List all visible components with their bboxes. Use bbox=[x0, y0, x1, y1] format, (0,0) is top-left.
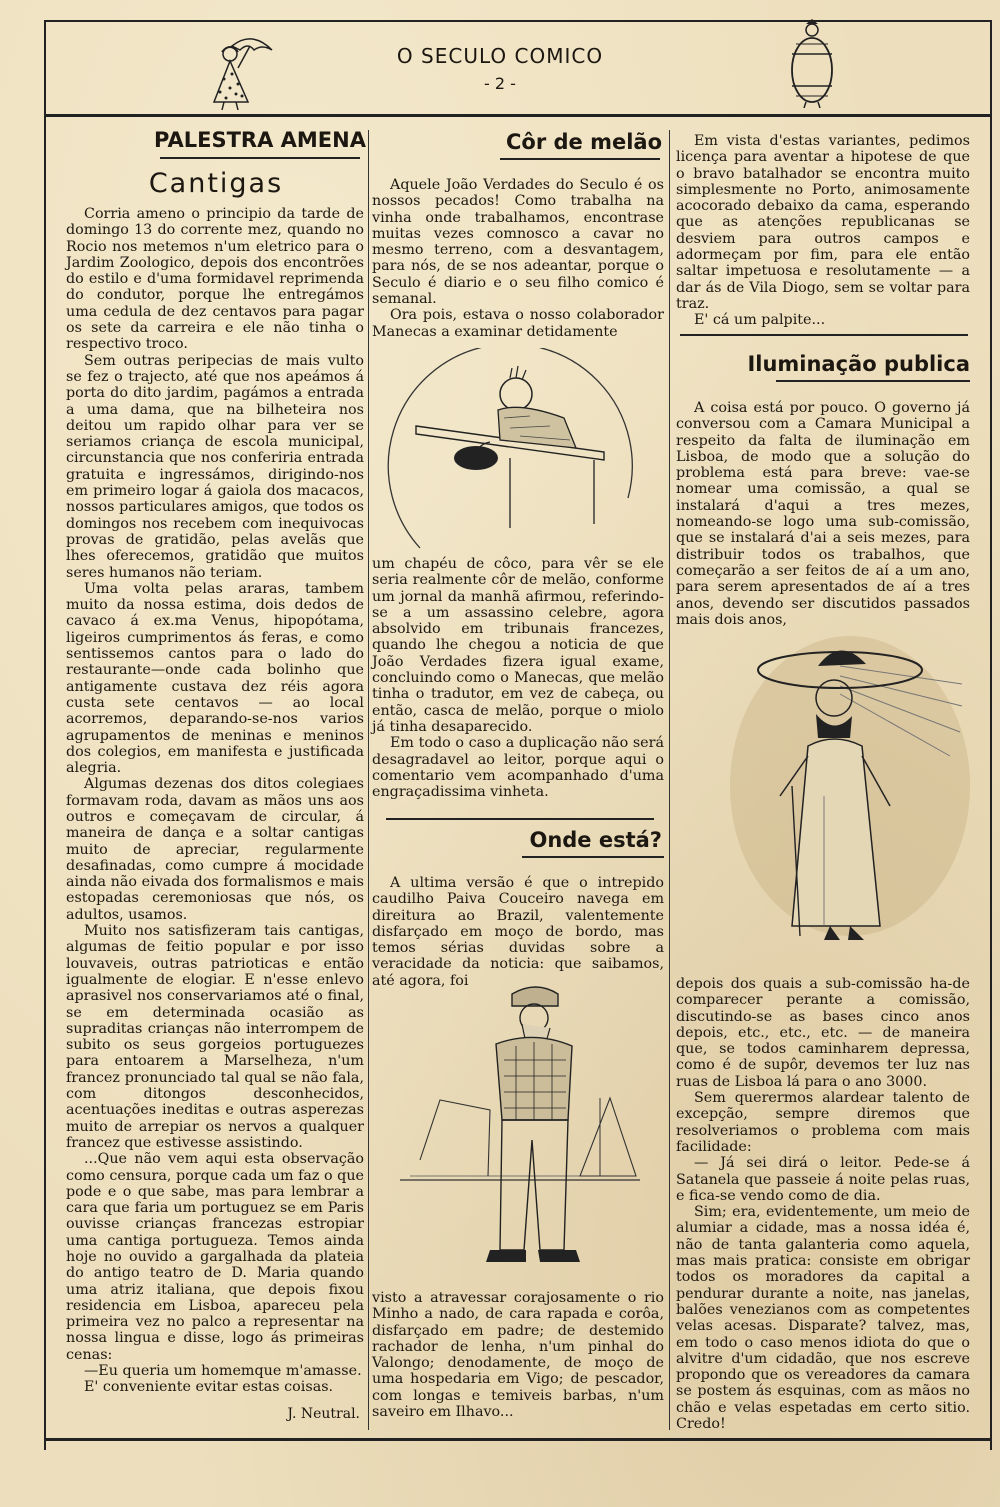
heading-iluminacao-publica: Iluminação publica bbox=[747, 352, 970, 376]
girl-with-umbrella-icon bbox=[192, 24, 278, 112]
fisherman-illustration bbox=[400, 980, 648, 1290]
heading-onde-esta: Onde está? bbox=[529, 828, 662, 852]
article-cor-de-melao-part1 bbox=[372, 177, 664, 340]
ornamental-divider bbox=[386, 818, 654, 820]
woman-with-lamp-illustration bbox=[700, 636, 970, 946]
heading-underline bbox=[522, 856, 664, 858]
article-iluminacao-part2 bbox=[676, 976, 970, 1432]
paragraph: —Eu queria um homemque m'amasse. bbox=[84, 1363, 362, 1380]
paragraph: Em todo o caso a duplicação não será desagradavel ao leitor, porque aqui o comentario vem acompanhado d'uma engraçadissima vinheta. bbox=[372, 735, 664, 801]
paragraph: A ultima versão é que o intrepido caudilho Paiva Couceiro navega em direitura ao Brazil, valentemente disfarçado em moço de bordo, mas temos sérias duvidas sobre a veracidade da noticia: que saibamos, até agora, foi bbox=[372, 875, 664, 989]
column-divider bbox=[368, 130, 369, 1430]
masthead-title: O SECULO COMICO bbox=[396, 44, 604, 68]
paragraph: E' cá um palpite... bbox=[694, 312, 826, 329]
paragraph: visto a atravessar corajosamente o rio Minho a nado, de cara rapada e corôa, disfarçado em padre; de destemido rachador de lenha, n'um pinhal do Valongo; denodamente, de moço de uma hospedaria em Vigo; de pescador, com longas e temiveis barbas, n'um saveiro em Ilhavo... bbox=[372, 1290, 664, 1421]
paragraph: Sem outras peripecias de mais vulto se fez o trajecto, até que nos apeámos á porta do dito jardim, pagámos a entrada a uma dama, que na bilheteira nos deitou um rapido olhar para ver se seriamos criança de escola municipal, circunstancia que nos conferiria entrada gratuita e ingressámos, dirigindo-nos em primeiro logar á gaiola dos macacos, nossos particulares amigos, que todos os domingos nos recebem com inequivocas provas de gratidão, pelas avelãs que lhes oferecemos, gratidão que muitos seres humanos não teriam. bbox=[66, 352, 364, 581]
heading-underline bbox=[776, 380, 970, 382]
paragraph: Sem querermos alardear talento de excepção, sempre diremos que resolveriamos o problema com mais facilidade: bbox=[676, 1090, 970, 1155]
paragraph: depois dos quais a sub-comissão ha-de comparecer perante a comissão, discutindo-se as bases cinco anos depois, etc., etc., etc. — de maneira que, se todos caminharem depressa, como é de supôr, devemos ter luz nas ruas de Lisboa lá para o ano 3000. bbox=[676, 976, 970, 1090]
man-examining-hat-illustration bbox=[380, 348, 662, 554]
article-iluminacao-part1 bbox=[676, 400, 970, 628]
paragraph: Muito nos satisfizeram tais cantigas, algumas de feitio popular e por isso louvaveis, outras patrioticas e então igualmente de elogiar. E n'esse enlevo aprasivel nos conservariamos até o final, se em determinada ocasião as supraditas crianças não interrompem de subito os seus gorgeios portuguezes para entoarem a Marselheza, n'um francez pronunciado tal qual se não fala, com ditongos desconhecidos, acentuações ineditas e outras asperezas muito de arrepiar os nervos a qualquer francez que estivesse assistindo. bbox=[66, 923, 364, 1151]
paragraph: E' conveniente evitar estas coisas. bbox=[84, 1379, 334, 1396]
heading-underline bbox=[500, 158, 660, 160]
heading-underline bbox=[160, 157, 360, 159]
article-cor-de-melao-part2 bbox=[372, 556, 664, 800]
paragraph: um chapéu de côco, para vêr se ele seria realmente côr de melão, conforme um jornal da manhã afirmou, referindo-se a um assassino celebre, agora absolvido em tribunais francezes, quando lhe chegou a noticia de que João Verdades fizera igual exame, concluindo como o Manecas, que melão tinha o tradutor, em vez de cabeça, ou então, casca de melão, porque o miolo já tinha desaparecido. bbox=[372, 556, 664, 735]
heading-cor-de-melao: Côr de melão bbox=[505, 130, 662, 154]
barrel-figure-icon bbox=[782, 18, 840, 110]
article-onde-esta-continued bbox=[676, 133, 970, 329]
article-onde-esta-part2 bbox=[372, 1290, 664, 1420]
signature: J. Neutral. bbox=[287, 1406, 360, 1422]
paragraph: Algumas dezenas dos ditos colegiaes formavam roda, davam as mãos uns aos outros e começavam de circular, á maneira de dança e a soltar cantigas muito de apreciar, regularmente desafinadas, como cumpre á mocidade ainda não eivada dos formalismos e mais estopadas ceremoniosas que nós, os adultos, usamos. bbox=[66, 776, 364, 923]
paragraph: Aquele João Verdades do Seculo é os nossos pecados! Como trabalha na vinha onde trabalhamos, encontrase muitas vezes comnosco a cavar no mesmo terreno, com a desvantagem, para nós, de se nos adeantar, porque o Seculo é diario e o seu filho comico é semanal. bbox=[372, 177, 664, 308]
paragraph: Sim; era, evidentemente, um meio de alumiar a cidade, mas a nossa idéa é, não de tanta galanteria como aquela, mas mais pratica: consiste em obrigar todos os moradores da capital a pendurar durante a noite, nas janelas, balões venezianos com as competentes velas acesas. Disparate? talvez, mas, em todo o caso menos idiota do que o alvitre d'um cidadão, que nos escreve propondo que os vereadores da camara se postem ás esquinas, com as mãos no chão e velas espetadas em certo sitio. Credo! bbox=[676, 1204, 970, 1433]
article-palestra-amena bbox=[66, 206, 364, 1396]
paragraph: Corria ameno o principio da tarde de domingo 13 do corrente mez, quando no Rocio nos metemos n'um eletrico para o Jardim Zoologico, depois dos encontrões do estilo e d'uma formidavel reprimenda do condutor, porque lhe entregámos uma cedula de dez centavos para pagar os sete da carreira e ele não tinha o respectivo troco. bbox=[66, 206, 364, 353]
column-divider bbox=[669, 130, 670, 1430]
page-number: - 2 - bbox=[484, 74, 516, 93]
paragraph: — Já sei dirá o leitor. Pede-se á Satanela que passeie á noite pelas ruas, e fica-se vendo como de dia. bbox=[676, 1155, 970, 1204]
paragraph: Ora pois, estava o nosso colaborador Manecas a examinar detidamente bbox=[372, 307, 664, 340]
paragraph: ...Que não vem aqui esta observação como censura, porque cada um faz o que pode e o que sabe, mas para lembrar a cara que faria um portuguez se em Paris ouvisse crianças francezas estropiar uma cantiga portugueza. Temos ainda hoje no ouvido a gargalhada da plateia do antigo teatro de D. Maria quando uma atriz italiana, que depois fixou residencia em Lisboa, apareceu pela primeira vez no palco a representar na nossa lingua e disse, logo ás primeiras cenas: bbox=[66, 1151, 364, 1363]
article-onde-esta-part1 bbox=[372, 875, 664, 989]
bottom-rule bbox=[44, 1438, 990, 1441]
subheading-cantigas: Cantigas bbox=[148, 168, 284, 199]
header-rule bbox=[44, 114, 990, 117]
paragraph: A coisa está por pouco. O governo já conversou com a Camara Municipal a respeito da falta de iluminação em Lisboa, de modo que a solução do problema está para breve: vae-se nomear uma comissão, a qual se instalará d'aqui a tres mezes, nomeando-se logo uma sub-comissão, que se instalará d'ai a seis mezes, para distribuir todos os trabalhos, que começarão a ser feitos de aí a um ano, para serem apresentados de aí a tres anos, devendo ser discutidos passados mais dois anos, bbox=[676, 400, 970, 628]
paragraph: Em vista d'estas variantes, pedimos licença para aventar a hipotese de que o bravo batalhador se encontra muito simplesmente no Porto, animosamente acocorado debaixo da cama, esperando que as atenções republicanas se desviem para outros campos e adormeçam por fim, para ele então saltar impetuosa e resolutamente — a dar ás de Vila Diogo, sem se voltar para traz. bbox=[676, 133, 970, 312]
heading-palestra-amena: PALESTRA AMENA bbox=[154, 128, 366, 152]
paragraph: Uma volta pelas araras, tambem muito da nossa estima, dois dedos de cavaco á ex.ma Venus, hipopótama, ligeiros cumprimentos ás feras, e como sentissemos cantos para o lado do restaurante—onde cada bolinho que antigamente custava dez réis agora custa sete centavos — ao local acorremos, deparando-se-nos varios agrupamentos de meninas e meninos dos colegios, em manifesta e justificada alegria. bbox=[66, 580, 364, 777]
ornamental-divider bbox=[680, 334, 968, 336]
